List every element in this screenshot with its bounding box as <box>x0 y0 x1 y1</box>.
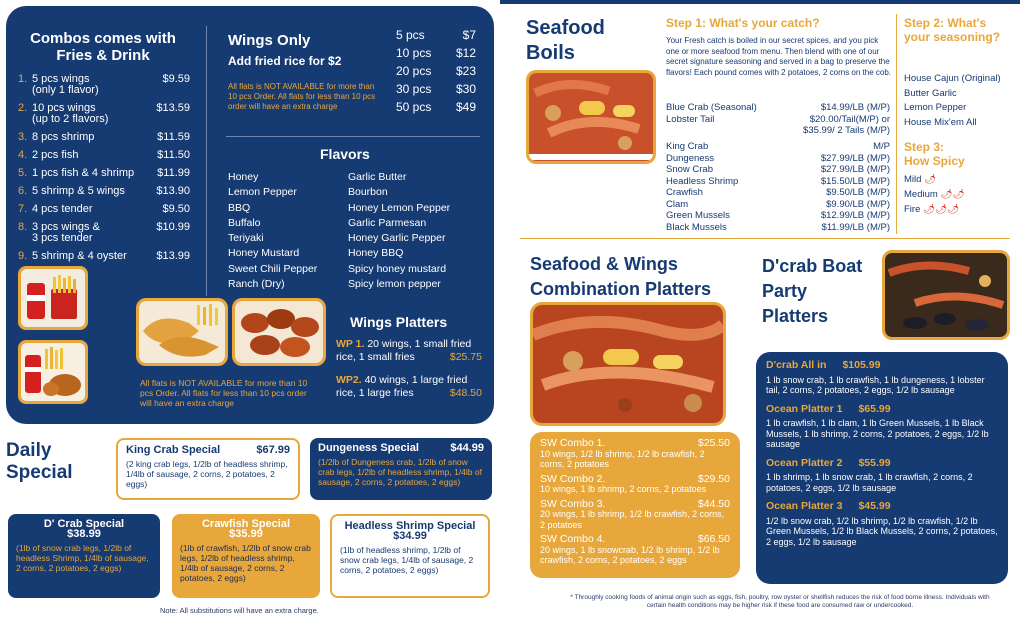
flats-note: All flats is NOT AVAILABLE for more than 10 pcs Order. All flats for less than 10 pcs order will have an extra charge <box>140 378 308 408</box>
wing-price-list <box>396 28 476 118</box>
combo-item: 5. 1 pcs fish & 4 shrimp $11.99 <box>18 167 190 179</box>
step1-description: Your Fresh catch is boiled in our secret spices, and you pick one or more seafood from menu. Then blend with one of our secret signature seasoning and served in a bag to preserve the flavors! Each pound comes with 2 potatoes, 2 corns on the cob. <box>666 36 892 77</box>
flavor-item: Sweet Chili Pepper <box>228 262 318 275</box>
flavor-item: Honey <box>228 171 259 183</box>
combo-item: 6. 5 shrimp & 5 wings $13.90 <box>18 185 190 197</box>
boil-price-row: Clam $9.90/LB (M/P) <box>666 198 890 210</box>
divider <box>226 136 480 137</box>
seafood-boil-photo <box>526 70 656 164</box>
flavor-item: Spicy honey mustard <box>348 262 447 275</box>
sw-combo-item: SW Combo 4. $66.50 20 wings, 1 lb snowcrab, 1/2 lb shrimp, 1/2 lb crawfish, 2 corns, 2 potatoes, 2 eggs <box>540 533 730 565</box>
seasoning-item: Butter Garlic <box>904 87 957 99</box>
flavor-item: Spicy lemon pepper <box>348 278 441 291</box>
boil-price-row: Black Mussels $11.99/LB (M/P) <box>666 221 890 233</box>
flavor-item: Honey Lemon Pepper <box>348 201 451 214</box>
flavor-item: BBQ <box>228 201 251 214</box>
chicken-wings-photo <box>232 298 326 366</box>
wing-price-row: 30 pcs $30 <box>396 82 476 96</box>
fried-fish-photo <box>136 298 228 366</box>
boil-price-row: King Crab M/P <box>666 141 890 152</box>
seasoning-item: House Cajun (Original) <box>904 73 1001 84</box>
flavor-item: Buffalo <box>228 216 261 229</box>
combo-item: 7. 4 pcs tender $9.50 <box>18 203 190 215</box>
flavor-item: Teriyaki <box>228 232 264 245</box>
spice-mild: Mild 🌶 <box>904 174 937 185</box>
party-platter-photo <box>882 250 1010 340</box>
fried-rice-addon: Add fried rice for $2 <box>228 54 342 68</box>
wing-price-row: 50 pcs $49 <box>396 100 476 114</box>
seasoning-item: Lemon Pepper <box>904 102 967 113</box>
flavor-item: Honey Mustard <box>228 247 300 260</box>
boil-price-row: Blue Crab (Seasonal) $14.99/LB (M/P) <box>666 102 890 113</box>
wings-flat-note: All flats is NOT AVAILABLE for more than 10 pcs Order. All flats for less than 10 pcs order will have an extra charge <box>228 82 376 111</box>
food-safety-footnote: * Throughly cooking foods of animal origin such as eggs, fish, poultry, row oyster or shellfish reduces the risk of food borne illness. Individuals with certain health conditions may be higher risk if these food are consumed raw or undercooked. <box>570 594 990 609</box>
sw-combo-item: SW Combo 2. $29.50 10 wings, 1 lb shrimp, 2 corns, 2 potatoes <box>540 472 730 494</box>
combo-item: 8. 3 pcs wings & 3 pcs tender $10.99 <box>18 221 190 244</box>
wing-price-row: 20 pcs $23 <box>396 64 476 78</box>
spice-fire: Fire 🌶🌶🌶 <box>904 204 960 215</box>
divider <box>520 238 1010 239</box>
seasoning-item: House Mix'em All <box>904 116 977 128</box>
party-platter-item: Ocean Platter 2 $55.99 1 lb shrimp, 1 lb snow crab, 1 lb crawfish, 2 corns, 2 potatoes, 2 eggs, 1/2 lb sausage <box>766 456 973 493</box>
flavor-item: Garlic Butter <box>348 171 407 183</box>
party-platter-item: D'crab All in $105.99 1 lb snow crab, 1 lb crawfish, 1 lb dungeness, 1 lobster tail, 2 corns, 2 potatoes, 2 eggs, 1/2 lb sausage <box>766 359 985 395</box>
sw-combo-title: Seafood & Wings Combination Platters <box>530 254 712 299</box>
substitution-note: Note: All substitutions will have an extra charge. <box>160 606 319 615</box>
combo-item: 4. 2 pcs fish $11.50 <box>18 149 190 161</box>
pepper-icon: 🌶🌶 <box>940 189 965 200</box>
boil-price-row: Crawfish $9.50/LB (M/P) <box>666 187 890 198</box>
flavors-column-1 <box>228 170 317 292</box>
dcrab-special-card: D' Crab Special $38.99 (1lb of snow crab legs, 1/2lb of headless Shrimp, 1/4lb of sausage, 2 corns, 2 potatoes, 2 eggs) <box>8 514 160 598</box>
combo-item: 2. 10 pcs wings (up to 2 flavors) $13.59 <box>18 102 190 125</box>
daily-special-title: Daily Special <box>6 440 73 483</box>
step2-title: Step 2: What's your seasoning? <box>904 16 1001 44</box>
boil-price-row: $35.99/ 2 Tails (M/P) <box>803 125 890 136</box>
flavor-item: Lemon Pepper <box>228 186 297 199</box>
sw-combo-photo <box>530 302 726 426</box>
boil-price-row: Snow Crab $27.99/LB (M/P) <box>666 164 890 175</box>
combo-item: 9. 5 shrimp & 4 oyster $13.99 <box>18 250 190 262</box>
combo-item: 3. 8 pcs shrimp $11.59 <box>18 131 190 143</box>
flavor-item: Honey BBQ <box>348 247 404 260</box>
wing-price-row: 10 pcs $12 <box>396 46 476 60</box>
wings-platters-title: Wings Platters <box>350 314 448 330</box>
seafood-boils-title: Seafood Boils <box>526 17 605 64</box>
dungeness-special-card: Dungeness Special $44.99 (1/2lb of Dungeness crab, 1/2lb of snow crab legs, 1/2lb of headless shrimp, 1/4lb of sausage, 2 corns, 2 potatoes, 2 eggs) <box>310 438 492 500</box>
flavor-item: Bourbon <box>348 186 388 199</box>
divider <box>896 14 897 234</box>
combo-item: 1. 5 pcs wings (only 1 flavor) $9.59 <box>18 73 190 96</box>
sw-combo-item: SW Combo 3. $44.50 20 wings, 1 lb shrimp, 1/2 lb crawfish, 2 corns, 2 potatoes <box>540 497 730 530</box>
wings-only-title: Wings Only <box>228 32 311 49</box>
pepper-icon: 🌶🌶🌶 <box>923 204 960 215</box>
sw-combo-box <box>530 432 740 578</box>
flavors-column-2 <box>348 170 450 292</box>
pepper-icon: 🌶 <box>924 174 937 185</box>
boil-price-group-2 <box>666 141 890 233</box>
combo-chicken-fries-photo <box>18 340 88 404</box>
wing-price-row: 5 pcs $7 <box>396 28 476 42</box>
flavor-item: Honey Garlic Pepper <box>348 232 446 245</box>
party-platter-item: Ocean Platter 1 $65.99 1 lb crawfish, 1 lb clam, 1 lb Green Mussels, 1 lb Black Mussels, 1 lb shrimp, 2 corns, 2 potatoes, 2 eggs, 1/2 lb sausage <box>766 402 989 449</box>
top-accent-bar <box>500 0 1020 4</box>
party-platters-box <box>756 352 1008 584</box>
king-crab-special-card: King Crab Special $67.99 (2 king crab legs, 1/2lb of headless shrimp, 1/4lb of sausage, 2 corns, 2 potatoes, 2 eggs) <box>116 438 300 500</box>
boil-price-row: Green Mussels $12.99/LB (M/P) <box>666 210 890 221</box>
party-platter-item: Ocean Platter 3 $45.99 1/2 lb snow crab, 1/2 lb shrimp, 1/2 lb crawfish, 1/2 lb Green Mussels, 1/2 lb Black Mussels, 2 corns, 2 potatoes, 2 eggs, 1/2 lb sausage <box>766 500 998 547</box>
combos-title: Combos comes with Fries & Drink <box>30 30 176 64</box>
combo-list <box>18 74 190 269</box>
headless-shrimp-special-card: Headless Shrimp Special $34.99 (1lb of headless shrimp, 1/2lb of snow crab legs, 1/4lb of sausage, 2 corns, 2 potatoes, 2 eggs) <box>330 514 490 598</box>
flavors-title: Flavors <box>320 146 370 162</box>
boil-price-group-1 <box>666 102 890 137</box>
boil-price-row: Headless Shrimp $15.50/LB (M/P) <box>666 175 890 187</box>
step1-title: Step 1: What's your catch? <box>666 16 820 30</box>
boil-price-row: Lobster Tail $20.00/Tail(M/P) or <box>666 113 890 125</box>
boil-price-row: Dungeness $27.99/LB (M/P) <box>666 152 890 164</box>
party-platters-title: D'crab Boat Party Platters <box>762 256 863 326</box>
flavor-item: Garlic Parmesan <box>348 216 427 229</box>
wings-platter-2: WP2. 40 wings, 1 large fried rice, 1 large fries $48.50 <box>336 374 482 399</box>
spice-medium: Medium 🌶🌶 <box>904 189 965 200</box>
divider <box>206 26 207 296</box>
combo-drink-fries-photo <box>18 266 88 330</box>
flavor-item: Ranch (Dry) <box>228 278 285 291</box>
sw-combo-item: SW Combo 1. $25.50 10 wings, 1/2 lb shrimp, 1/2 lb crawfish, 2 corns, 2 potatoes <box>540 437 730 469</box>
seasoning-list <box>904 72 1001 130</box>
step3-title: Step 3: How Spicy <box>904 140 965 168</box>
crawfish-special-card: Crawfish Special $35.99 (1lb of crawfish, 1/2lb of snow crab legs, 1/2lb of headless shrimp, 1/4lb of sausage, 2 corns, 2 potatoes, 2 eggs) <box>172 514 320 598</box>
wings-platter-1: WP 1. 20 wings, 1 small fried rice, 1 small fries $25.75 <box>336 338 482 363</box>
